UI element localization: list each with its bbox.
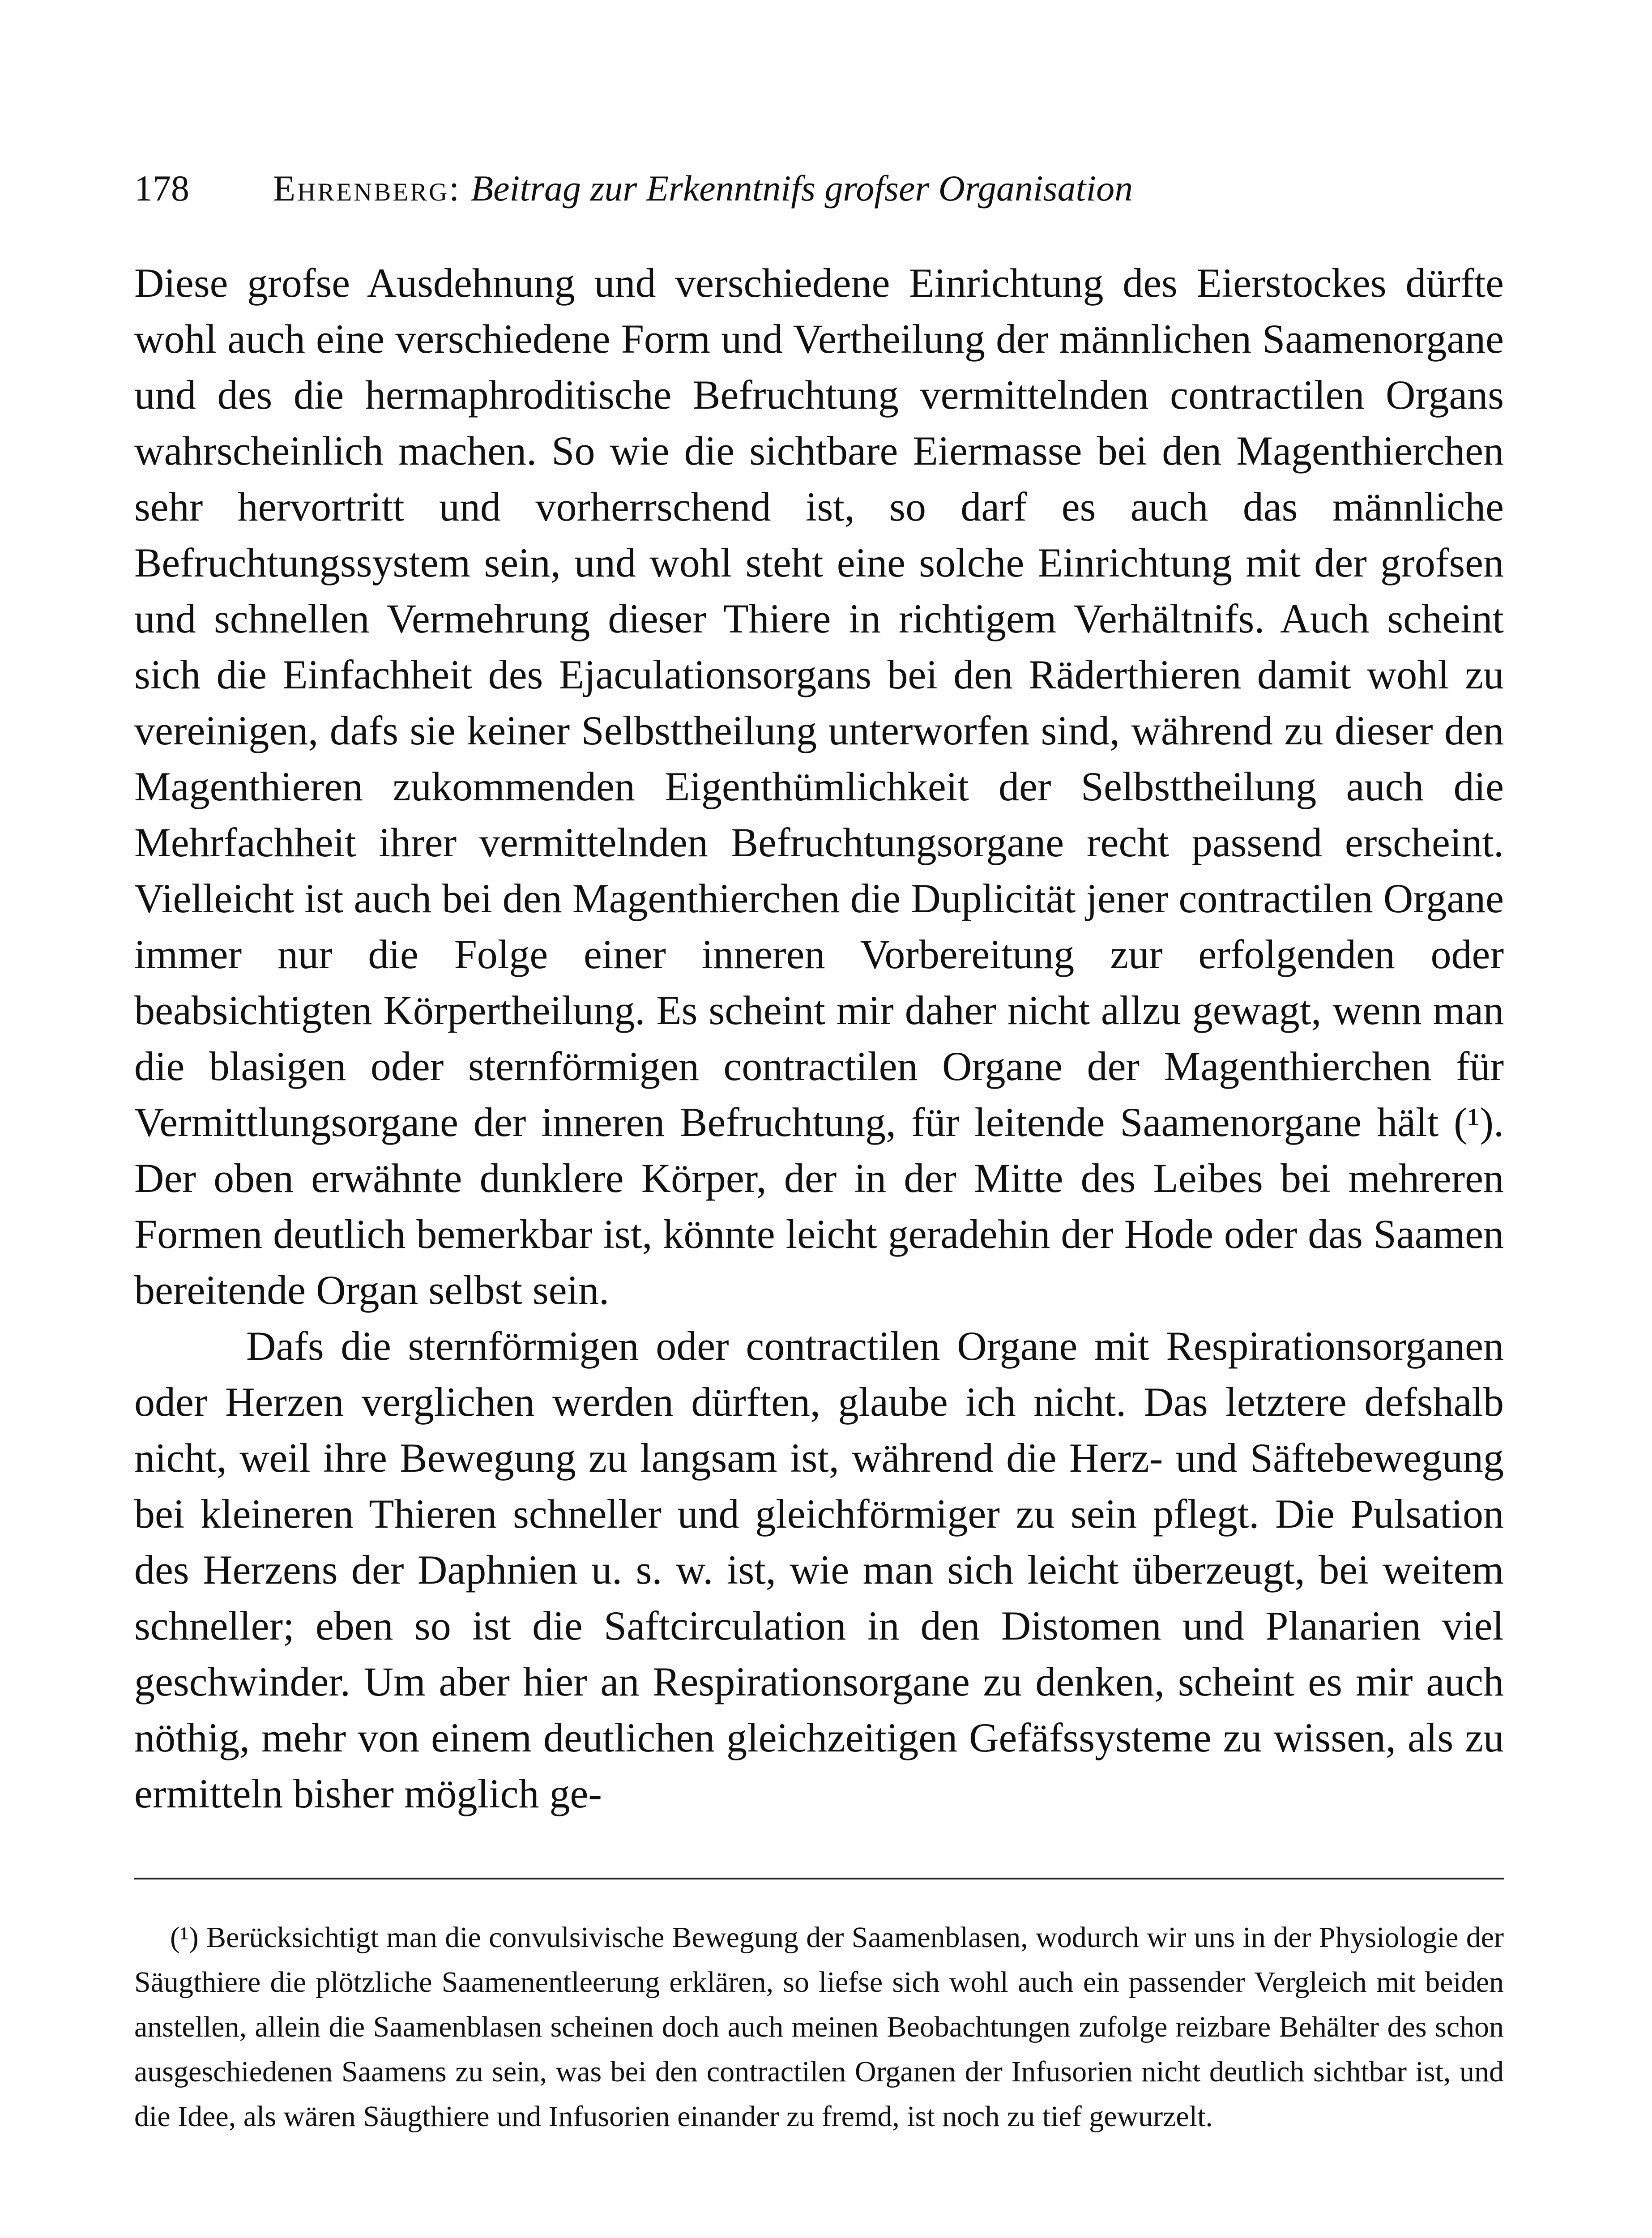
footnote-divider bbox=[134, 1878, 1504, 1879]
running-title: Beitrag zur Erkenntnifs grofser Organisation bbox=[471, 168, 1133, 209]
main-text bbox=[134, 255, 1504, 1822]
paragraph-2: Dafs die sternförmigen oder contractilen Organe mit Respirationsorganen oder Herzen verglichen werden dürften, glaube ich nicht. Das letztere defshalb nicht, weil ihre Bewegung zu langsam ist, während die Herz- und Säftebewegung bei kleineren Thieren schneller und gleichförmiger zu sein pflegt. Die Pulsation des Herzens der Daphnien u. s. w. ist, wie man sich leicht überzeugt, bei weitem schneller; eben so ist die Saftcirculation in den Distomen und Planarien viel geschwinder. Um aber hier an Respirationsorgane zu denken, scheint es mir auch nöthig, mehr von einem deutlichen gleichzeitigen Gefäfssysteme zu wissen, als zu ermitteln bisher möglich ge- bbox=[134, 1323, 1504, 1816]
book-page bbox=[134, 170, 1504, 2139]
paragraph-1: Diese grofse Ausdehnung und verschiedene Einrichtung des Eierstockes dürfte wohl auch eine verschiedene Form und Vertheilung der männlichen Saamenorgane und des die hermaphroditische Befruchtung vermittelnden contractilen Organs wahrscheinlich machen. So wie die sichtbare Eiermasse bei den Magenthierchen sehr hervortritt und vorherrschend ist, so darf es auch das männliche Befruchtungssystem sein, und wohl steht eine solche Einrichtung mit der grofsen und schnellen Vermehrung dieser Thiere in richtigem Verhältnifs. Auch scheint sich die Einfachheit des Ejaculationsorgans bei den Räderthieren damit wohl zu vereinigen, dafs sie keiner Selbsttheilung unterworfen sind, während zu dieser den Magenthieren zukommenden Eigenthümlichkeit der Selbsttheilung auch die Mehrfachheit ihrer vermittelnden Befruchtungsorgane recht passend erscheint. Vielleicht ist auch bei den Magenthierchen die Duplicität jener contractilen Organe immer nur die Folge einer inneren Vorbereitung zur erfolgenden oder beabsichtigten Körpertheilung. Es scheint mir daher nicht allzu gewagt, wenn man die blasigen oder sternförmigen contractilen Organe der Magenthierchen für Vermittlungsorgane der inneren Befruchtung, für leitende Saamenorgane hält (¹). Der oben erwähnte dunklere Körper, der in der Mitte des Leibes bei mehreren Formen deutlich bemerkbar ist, könnte leicht geradehin der Hode oder das Saamen bereitende Organ selbst sein. bbox=[134, 260, 1504, 1313]
running-header bbox=[134, 170, 1504, 237]
page-number: 178 bbox=[134, 168, 189, 209]
footnote: (¹) Berücksichtigt man die convulsivische Bewegung der Saamenblasen, wodurch wir uns in der Physiologie der Säugthiere die plötzliche Saamenentleerung erklären, so liefse sich wohl auch ein passender Vergleich mit beiden anstellen, allein die Saamenblasen scheinen doch auch meinen Beobachtungen zufolge reizbare Behälter des schon ausgeschiedenen Saamens zu sein, was bei den contractilen Organen der Infusorien nicht deutlich sichtbar ist, und die Idee, als wären Säugthiere und Infusorien einander zu fremd, ist noch zu tief gewurzelt. bbox=[134, 1921, 1504, 2133]
author-name: Ehrenberg: bbox=[273, 168, 461, 209]
